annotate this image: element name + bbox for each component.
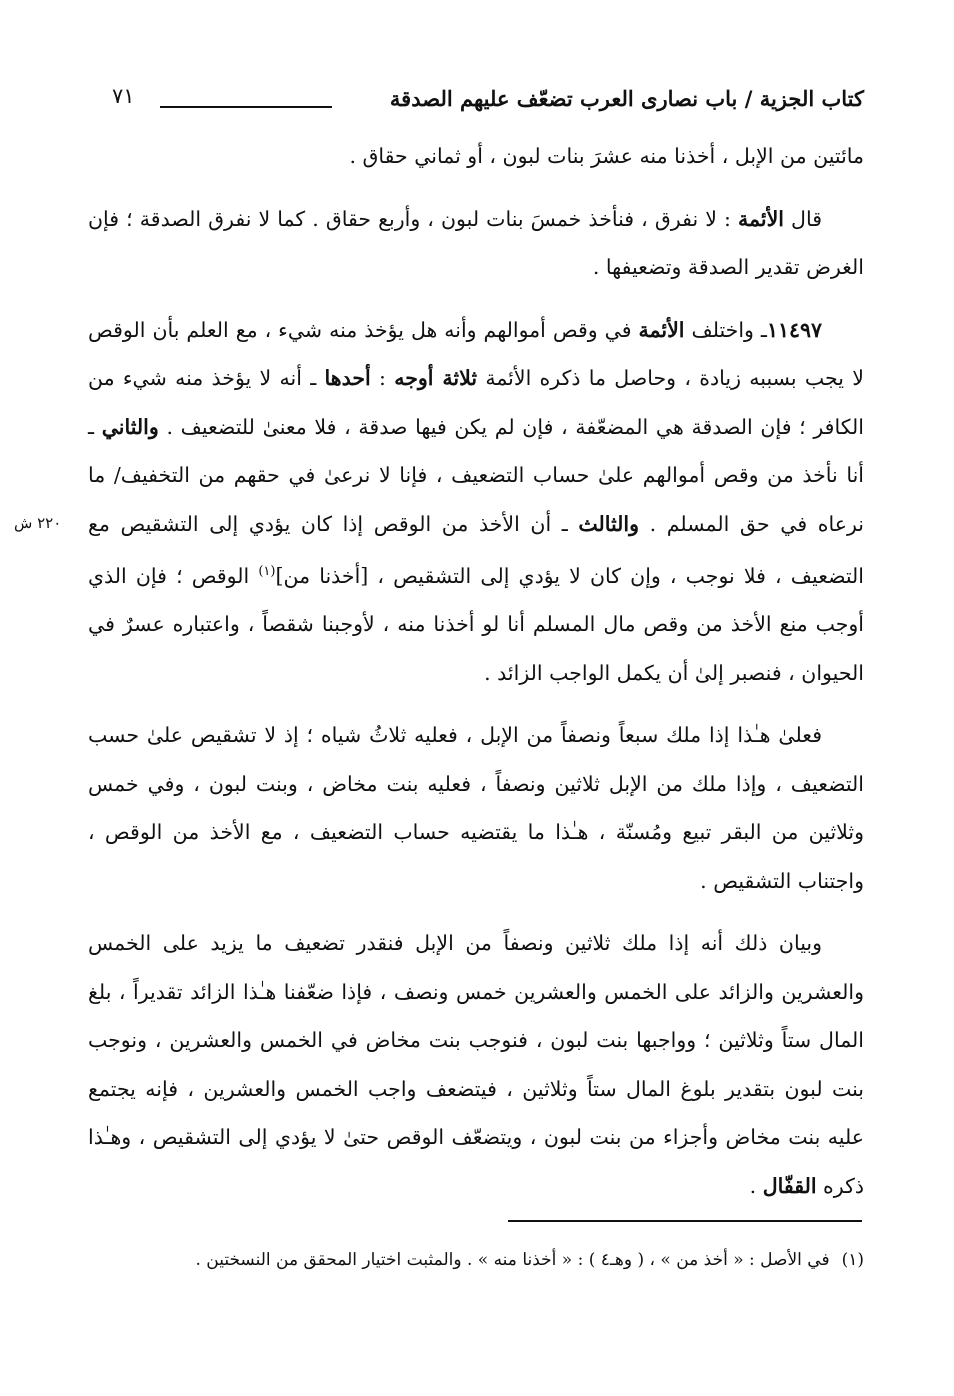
text-run: ـ أنه لا يؤخذ منه شيء من الكافر ؛ فإن الصدقة هي المضعّفة ، فإن لم يكن فيها صدقة ، فلا معنىٰ للتضعيف .	[88, 366, 864, 439]
text-run: وبيان ذلك أنه إذا ملك ثلاثين ونصفاً من الإبل فنقدر تضعيف ما يزيد على الخمس والعشرين والزائد على الخمس والعشرين خمس ونصف ، فإذا ضعّفنا هـٰذا الزائد تقديراً ، بلغ المال ستاً وثلاثين ؛ وواجبها بنت لبون ، فنوجب بنت مخاض في الخمس والعشرين ، ونوجب بنت لبون بتقدير بلوغ المال ستاً وثلاثين ، فيتضعف واجب الخمس والعشرين ، فإنه يجتمع عليه بنت مخاض وأجزاء من بنت لبون ، ويتضعّف الوقص حتىٰ لا يؤدي إلى التشقيص ، وهـٰذا ذكره	[88, 931, 864, 1198]
chapter-title: كتاب الجزية / باب نصارى العرب تضعّف عليهم الصدقة	[389, 86, 864, 111]
footnote-marker: (١)	[841, 1250, 864, 1270]
text-run: ـ واختلف	[684, 317, 767, 342]
running-header	[112, 80, 864, 120]
footnote	[88, 1244, 864, 1276]
text-run: :	[370, 366, 395, 390]
paragraph-2	[88, 195, 864, 292]
text-run: ـ أنا نأخذ من وقص أموالهم علىٰ حساب التضعيف ، فإنا لا نرعىٰ في حقهم من التخفيف/ ما نرعاه في حق المسلم .	[88, 414, 864, 536]
bold-term: الأئمة	[638, 317, 685, 342]
paragraph-4	[88, 711, 864, 905]
bold-term: ١١٤٩٧	[766, 317, 822, 342]
bold-term: القفّال	[762, 1173, 817, 1198]
footnote-ref: (١)	[258, 564, 276, 579]
margin-folio-note: ٢٢٠ ش	[14, 514, 62, 532]
text-run: قال	[783, 206, 822, 231]
paragraph-1	[88, 132, 864, 181]
text-run: ـ أن الأخذ من الوقص إذا كان يؤدي إلى التشقيص مع التضعيف ، فلا نوجب ، وإن كان لا يؤدي إلى التشقيص ، [أخذنا من]	[88, 511, 864, 588]
main-text	[88, 132, 864, 1210]
bold-term: والثاني	[101, 414, 159, 439]
bold-term: والثالث	[578, 511, 640, 536]
text-run: .	[749, 1173, 763, 1198]
bold-term: أحدها	[324, 366, 371, 390]
text-run: مائتين من الإبل ، أخذنا منه عشرَ بنات لبون ، أو ثماني حقاق .	[349, 144, 864, 168]
bold-term: ثلاثة أوجه	[394, 366, 478, 390]
text-run: الوقص ؛ فإن الذي أوجب منع الأخذ من وقص مال المسلم أنا لو أخذنا منه ، لأوجبنا شقصاً ، واعتباره عسرٌ في الحيوان ، فنصبر إلىٰ أن يكمل الواجب الزائد .	[88, 563, 864, 685]
text-run: : لا نفرق ، فنأخذ خمسَ بنات لبون ، وأربع حقاق . كما لا نفرق الصدقة ؛ فإن الغرض تقدير الصدقة وتضعيفها .	[88, 206, 864, 279]
text-run: في وقص أموالهم وأنه هل يؤخذ منه شيء ، مع العلم بأن الوقص لا يجب بسببه زيادة ، وحاصل ما ذكره الأئمة	[88, 317, 864, 390]
bold-term: الأئمة	[738, 206, 784, 231]
text-run: فعلىٰ هـٰذا إذا ملك سبعاً ونصفاً من الإبل ، فعليه ثلاثُ شياه ؛ إذ لا تشقيص علىٰ حسب التضعيف ، وإذا ملك من الإبل ثلاثين ونصفاً ، فعليه بنت مخاض ، وبنت لبون ، وفي خمس وثلاثين من البقر تبيع ومُسنّة ، هـٰذا ما يقتضيه حساب التضعيف ، مع الأخذ من الوقص ، واجتناب التشقيص .	[88, 723, 864, 893]
paragraph-5	[88, 919, 864, 1210]
footnote-rule	[508, 1220, 862, 1222]
paragraph-3	[88, 306, 864, 698]
header-rule	[160, 106, 332, 108]
page-number: ٧١	[112, 84, 135, 108]
footnote-text: في الأصل : « أخذ من » ، ( وهـ٤ ) : « أخذنا منه » . والمثبت اختيار المحقق من النسختين .	[195, 1250, 830, 1270]
